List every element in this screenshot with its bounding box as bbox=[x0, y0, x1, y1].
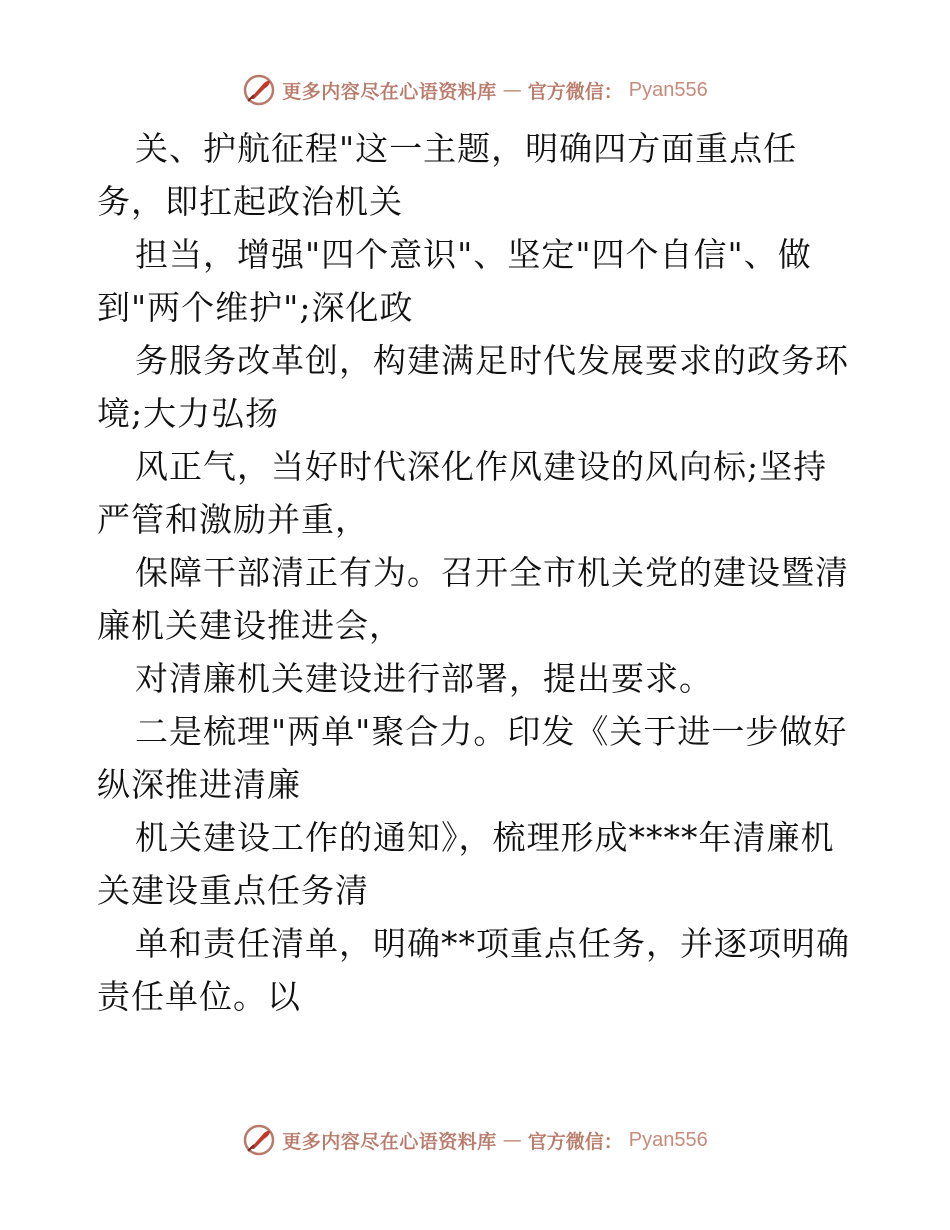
feather-pen-logo-icon bbox=[242, 73, 276, 107]
footer-dash: — bbox=[502, 1129, 522, 1151]
document-body bbox=[97, 122, 867, 1023]
body-line: 二是梳理"两单"聚合力。印发《关于进一步做好 bbox=[135, 712, 848, 751]
body-line: 关、护航征程"这一主题，明确四方面重点任 bbox=[135, 129, 798, 168]
header-wechat-id: Pyan556 bbox=[628, 78, 708, 101]
body-line: 到"两个维护";深化政 bbox=[97, 288, 414, 327]
body-line: 单和责任清单，明确**项重点任务，并逐项明确 bbox=[135, 924, 850, 963]
body-line: 务，即扛起政治机关 bbox=[97, 182, 403, 221]
header-wechat-label: 官方微信： bbox=[527, 80, 623, 103]
body-line: 纵深推进清廉 bbox=[97, 765, 301, 804]
header-site-text: 更多内容尽在心语资料库 bbox=[282, 80, 497, 103]
footer-wechat-id: Pyan556 bbox=[628, 1128, 708, 1151]
body-line: 担当，增强"四个意识"、坚定"四个自信"、做 bbox=[135, 235, 812, 274]
header-watermark bbox=[0, 70, 950, 110]
body-line: 务服务改革创，构建满足时代发展要求的政务环 bbox=[135, 341, 849, 380]
header-dash: — bbox=[502, 79, 522, 101]
body-line: 保障干部清正有为。召开全市机关党的建设暨清 bbox=[135, 553, 849, 592]
body-line: 廉机关建设推进会， bbox=[97, 606, 403, 645]
footer-wechat-label: 官方微信： bbox=[527, 1130, 623, 1153]
body-line: 境;大力弘扬 bbox=[97, 394, 280, 433]
body-line: 责任单位。以 bbox=[97, 977, 301, 1016]
body-line: 风正气，当好时代深化作风建设的风向标;坚持 bbox=[135, 447, 828, 486]
body-line: 关建设重点任务清 bbox=[97, 871, 369, 910]
footer-site-text: 更多内容尽在心语资料库 bbox=[282, 1130, 497, 1153]
body-line: 机关建设工作的通知》，梳理形成****年清廉机 bbox=[135, 818, 835, 857]
footer-watermark bbox=[0, 1120, 950, 1160]
body-line: 严管和激励并重， bbox=[97, 500, 369, 539]
feather-pen-logo-icon bbox=[242, 1123, 276, 1157]
body-line: 对清廉机关建设进行部署，提出要求。 bbox=[135, 659, 713, 698]
